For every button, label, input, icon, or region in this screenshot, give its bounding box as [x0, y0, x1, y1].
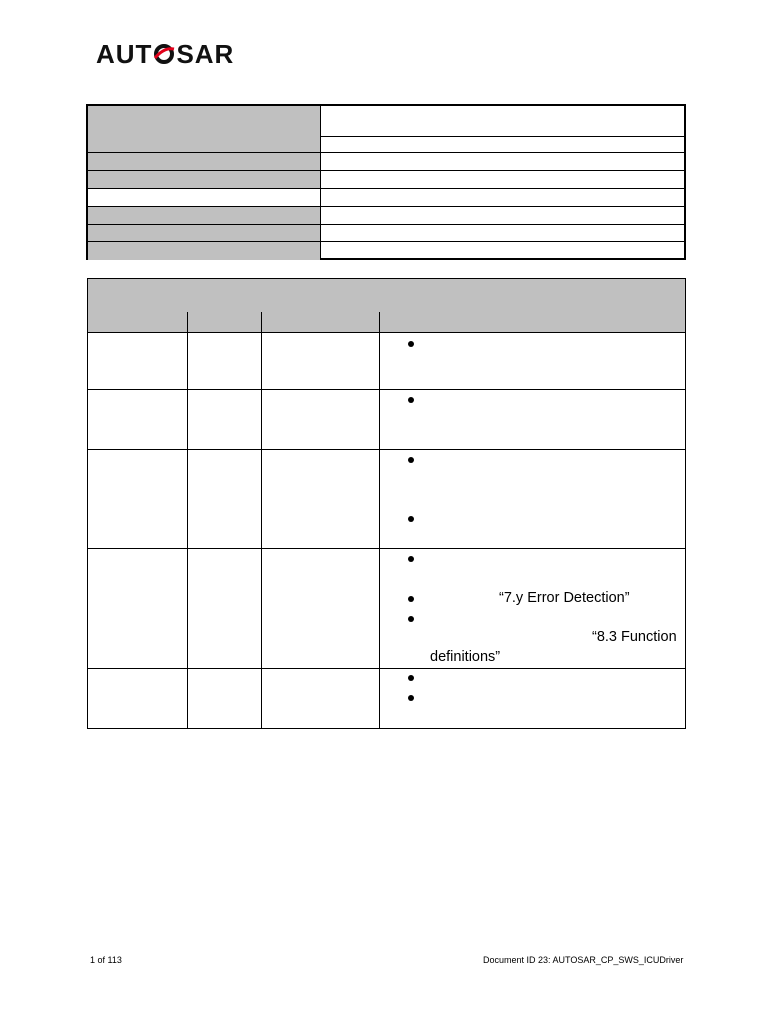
list-bullet — [408, 675, 414, 681]
info-row — [88, 225, 684, 242]
info-row — [88, 189, 684, 207]
history-change-text: “7.y Error Detection” — [499, 590, 630, 606]
info-label-cell — [88, 153, 321, 170]
footer-page-number: 1 of 113 — [90, 955, 122, 965]
autosar-logo — [96, 38, 234, 70]
footer-document-id: Document ID 23: AUTOSAR_CP_SWS_ICUDriver — [483, 955, 684, 965]
info-label-cell — [88, 242, 321, 260]
list-bullet — [408, 596, 414, 602]
row-divider — [88, 548, 685, 549]
history-table-header — [88, 279, 685, 333]
info-row — [88, 171, 684, 189]
column-divider — [187, 312, 188, 728]
row-divider — [88, 449, 685, 450]
autosar-o-logo-icon — [153, 43, 175, 65]
list-bullet — [408, 457, 414, 463]
document-history-table — [87, 278, 686, 729]
info-label-cell — [88, 225, 321, 241]
list-bullet — [408, 341, 414, 347]
info-row — [88, 153, 684, 171]
logo-text-right: SAR — [176, 38, 235, 69]
row-divider — [88, 389, 685, 390]
info-value-divider — [321, 136, 684, 137]
info-label-cell — [88, 189, 321, 206]
list-bullet — [408, 516, 414, 522]
info-row — [88, 242, 684, 260]
info-label-cell — [88, 207, 321, 224]
info-row — [88, 207, 684, 225]
logo-text-left: AUT — [96, 38, 153, 69]
info-label-cell — [88, 106, 321, 152]
list-bullet — [408, 556, 414, 562]
list-bullet — [408, 397, 414, 403]
list-bullet — [408, 616, 414, 622]
row-divider — [88, 668, 685, 669]
document-info-table — [86, 104, 686, 260]
history-change-text: definitions” — [430, 649, 501, 665]
info-label-cell — [88, 171, 321, 188]
column-divider — [379, 312, 380, 728]
list-bullet — [408, 695, 414, 701]
history-change-text: “8.3 Function — [592, 629, 677, 645]
column-divider — [261, 312, 262, 728]
info-row-title — [88, 106, 684, 153]
